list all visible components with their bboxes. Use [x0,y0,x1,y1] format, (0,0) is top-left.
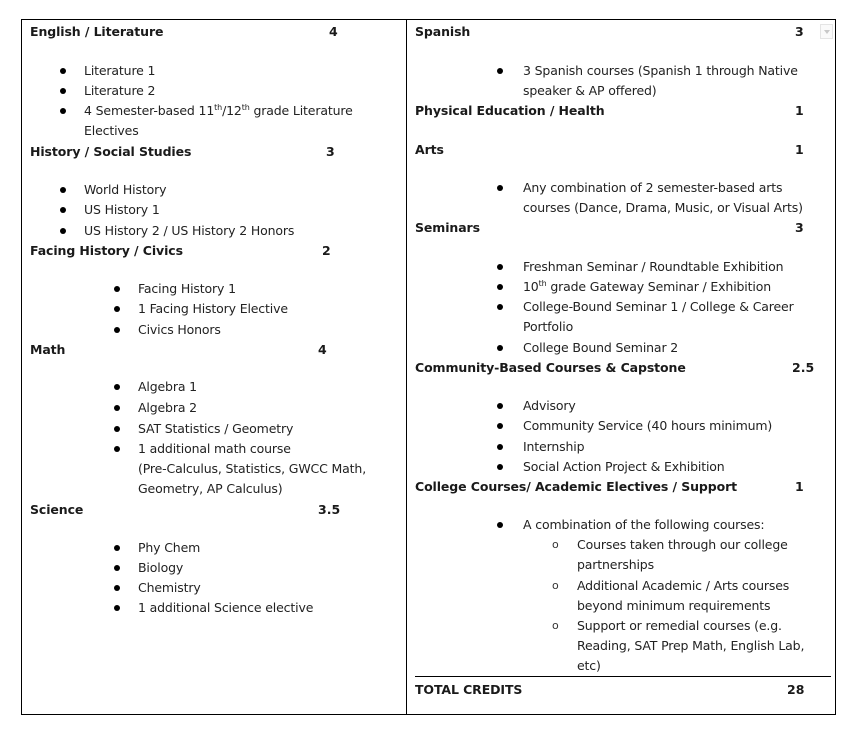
bullet-icon [114,446,120,452]
total-divider [415,676,831,677]
list-item: A combination of the following courses: [523,517,765,532]
credits-math: 4 [318,342,327,357]
bullet-icon [60,68,66,74]
bullet-icon [497,522,503,528]
bullet-icon [60,88,66,94]
sub-list-item: Support or remedial courses (e.g. [577,618,782,633]
credits-college-courses: 1 [795,479,804,494]
list-item: 10th grade Gateway Seminar / Exhibition [523,278,771,294]
bullet-icon [497,304,503,310]
credits-seminars: 3 [795,220,804,235]
list-item: Advisory [523,398,576,413]
column-divider [406,20,407,714]
bullet-icon [497,345,503,351]
list-item: Biology [138,560,184,575]
sub-list-item: Courses taken through our college [577,537,788,552]
list-item: College Bound Seminar 2 [523,340,679,355]
sub-bullet-icon: o [552,538,559,551]
list-item-wrap: courses (Dance, Drama, Music, or Visual Arts) [523,200,803,215]
list-item-wrap: Electives [84,123,139,138]
list-item: Internship [523,439,585,454]
list-item: Algebra 1 [138,379,197,394]
total-credits-value: 28 [787,682,805,697]
section-title-math: Math [30,342,66,357]
list-item: US History 1 [84,202,160,217]
list-item: Literature 1 [84,63,156,78]
section-title-seminars: Seminars [415,220,480,235]
credits-arts: 1 [795,142,804,157]
list-item: Any combination of 2 semester-based arts [523,180,783,195]
bullet-icon [114,384,120,390]
list-item-wrap: (Pre-Calculus, Statistics, GWCC Math, [138,461,367,476]
section-title-english: English / Literature [30,24,164,39]
credits-facing-history: 2 [322,243,331,258]
bullet-icon [497,264,503,270]
sub-bullet-icon: o [552,579,559,592]
list-item: Literature 2 [84,83,156,98]
bullet-icon [497,68,503,74]
bullet-icon [114,585,120,591]
list-item: Chemistry [138,580,201,595]
section-title-spanish: Spanish [415,24,471,39]
list-item: Community Service (40 hours minimum) [523,418,773,433]
section-title-pe-health: Physical Education / Health [415,103,605,118]
bullet-icon [114,327,120,333]
list-item: 1 additional Science elective [138,600,314,615]
sub-list-item: Additional Academic / Arts courses [577,578,790,593]
bullet-icon [497,464,503,470]
list-item: Civics Honors [138,322,221,337]
bullet-icon [114,605,120,611]
credits-history: 3 [326,144,335,159]
list-item: 1 Facing History Elective [138,301,288,316]
sub-list-item-wrap: Reading, SAT Prep Math, English Lab, [577,638,805,653]
bullet-icon [60,108,66,114]
sub-list-item-wrap: beyond minimum requirements [577,598,771,613]
sub-list-item-wrap: partnerships [577,557,654,572]
section-title-history: History / Social Studies [30,144,192,159]
list-item: SAT Statistics / Geometry [138,421,294,436]
bullet-icon [497,423,503,429]
list-item: 1 additional math course [138,441,291,456]
credits-science: 3.5 [318,502,341,517]
list-item: 4 Semester-based 11th/12th grade Literature [84,102,353,118]
bullet-icon [497,403,503,409]
list-item: College-Bound Seminar 1 / College & Career [523,299,794,314]
bullet-icon [114,545,120,551]
section-title-arts: Arts [415,142,444,157]
bullet-icon [497,185,503,191]
dropdown-arrow-icon[interactable] [820,24,833,39]
bullet-icon [60,187,66,193]
bullet-icon [497,444,503,450]
list-item: Phy Chem [138,540,201,555]
section-title-college-courses: College Courses/ Academic Electives / Support [415,479,738,494]
total-credits-label: TOTAL CREDITS [415,682,523,697]
sub-bullet-icon: o [552,619,559,632]
credits-spanish: 3 [795,24,804,39]
credits-pe-health: 1 [795,103,804,118]
list-item-wrap: speaker & AP offered) [523,83,657,98]
list-item: 3 Spanish courses (Spanish 1 through Native [523,63,798,78]
list-item-wrap: Portfolio [523,319,574,334]
list-item-wrap: Geometry, AP Calculus) [138,481,283,496]
list-item: Facing History 1 [138,281,236,296]
list-item: World History [84,182,167,197]
bullet-icon [60,207,66,213]
sub-list-item-wrap: etc) [577,658,601,673]
bullet-icon [497,284,503,290]
bullet-icon [114,306,120,312]
list-item: Freshman Seminar / Roundtable Exhibition [523,259,784,274]
section-title-community: Community-Based Courses & Capstone [415,360,686,375]
list-item: US History 2 / US History 2 Honors [84,223,295,238]
list-item: Algebra 2 [138,400,197,415]
bullet-icon [114,286,120,292]
section-title-science: Science [30,502,84,517]
bullet-icon [114,426,120,432]
credits-community: 2.5 [792,360,815,375]
section-title-facing-history: Facing History / Civics [30,243,183,258]
graduation-requirements-table [21,19,836,715]
bullet-icon [60,228,66,234]
bullet-icon [114,565,120,571]
credits-english: 4 [329,24,338,39]
bullet-icon [114,405,120,411]
list-item: Social Action Project & Exhibition [523,459,725,474]
